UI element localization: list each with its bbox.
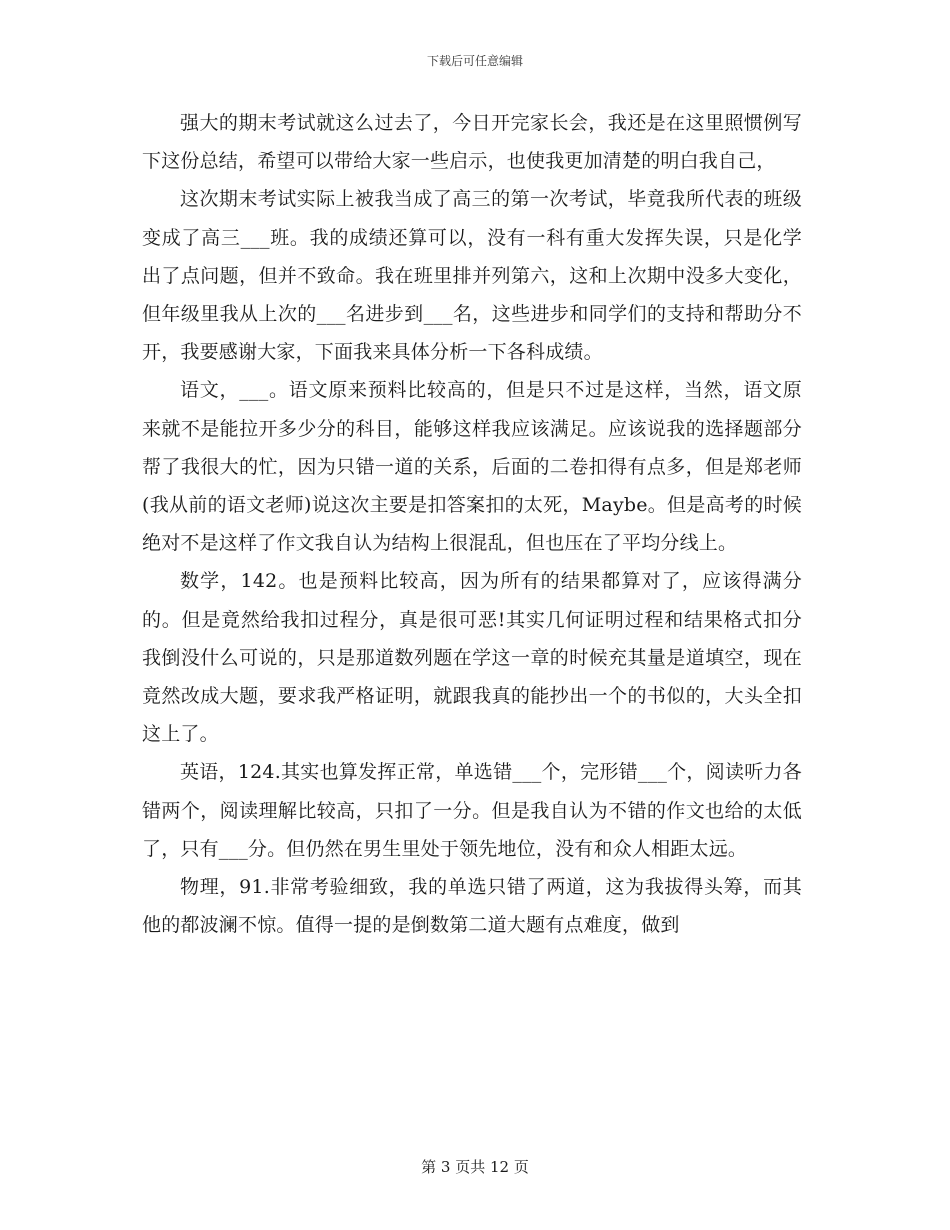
- paragraph-chinese: 语文，___。语文原来预料比较高的，但是只不过是这样，当然，语文原来就不是能拉开多少分的科目，能够这样我应该满足。应该说我的选择题部分帮了我很大的忙，因为只错一道的关系，后面的二卷扣得有点多，但是郑老师(我从前的语文老师)说这次主要是扣答案扣的太死，Maybe。但是高考的时候绝对不是这样了作文我自认为结构上很混乱，但也压在了平均分线上。: [142, 379, 802, 555]
- document-body: [142, 104, 802, 944]
- paragraph-overview: 这次期末考试实际上被我当成了高三的第一次考试，毕竟我所代表的班级变成了高三___班。我的成绩还算可以，没有一科有重大发挥失误，只是化学出了点问题，但并不致命。我在班里排并列第六，这和上次期中没多大变化，但年级里我从上次的___名进步到___名，这些进步和同学们的支持和帮助分不开，我要感谢大家，下面我来具体分析一下各科成绩。: [142, 188, 802, 364]
- paragraph-math: 数学，142。也是预料比较高，因为所有的结果都算对了，应该得满分的。但是竟然给我扣过程分，真是很可恶!其实几何证明过程和结果格式扣分我倒没什么可说的，只是那道数列题在学这一章的时候充其量是道填空，现在竟然改成大题，要求我严格证明，就跟我真的能抄出一个的书似的，大头全扣这上了。: [142, 570, 802, 746]
- page-number: 第 3 页共 12 页: [421, 1158, 529, 1176]
- paragraph-english: 英语，124.其实也算发挥正常，单选错___个，完形错___个，阅读听力各错两个，阅读理解比较高，只扣了一分。但是我自认为不错的作文也给的太低了，只有___分。但仍然在男生里处于领先地位，没有和众人相距太远。: [142, 761, 802, 860]
- paragraph-intro: 强大的期末考试就这么过去了，今日开完家长会，我还是在这里照惯例写下这份总结，希望可以带给大家一些启示，也使我更加清楚的明白我自己，: [142, 112, 802, 173]
- page-header: 下载后可任意编辑: [426, 54, 523, 68]
- paragraph-physics: 物理，91.非常考验细致，我的单选只错了两道，这为我拔得头筹，而其他的都波澜不惊。值得一提的是倒数第二道大题有点难度，做到: [142, 876, 802, 937]
